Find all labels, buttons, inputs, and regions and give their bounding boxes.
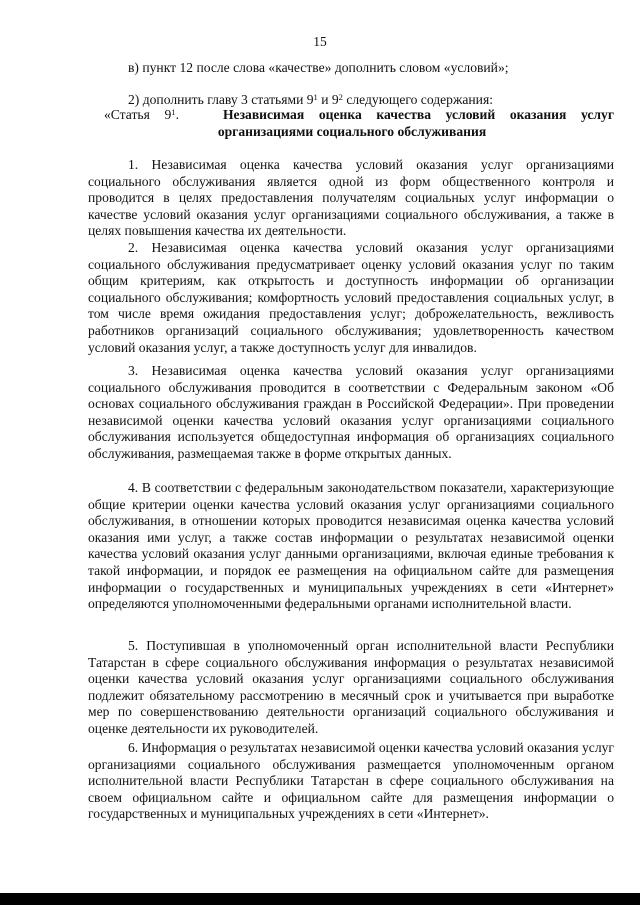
paragraph-2: 2. Независимая оценка качества условий оказания услуг организациями социального обслуживания предусматривает оценку условий оказания услуг по таким общим критериям, как открытость и доступность информации об организации социального обслуживания; комфортность условий предоставления социальных услуг, в том числе время ожидания предоставления услуг; доброжелательность, вежливость работников организаций социального обслуживания; удовлетворенность качеством условий оказания услуг, а также доступность услуг для инвалидов. <box>88 240 614 355</box>
article-open: «Статья 9 <box>104 107 172 122</box>
article-dot: . <box>175 107 179 122</box>
article-heading-line1 <box>104 107 614 124</box>
item-2-suffix: следующего содержания: <box>342 92 493 107</box>
article-title-line2: организациями социального обслуживания <box>217 123 487 139</box>
paragraph-3: 3. Независимая оценка качества условий оказания услуг организациями социального обслуживания проводится в соответствии с Федеральным законом «Об основах социального обслуживания граждан в Российской Федерации». При проведении независимой оценки качества условий оказания услуг организациями социального обслуживания используется общедоступная информация об организациях социального обслуживания, размещаемая также в форме открытых данных. <box>88 363 614 461</box>
paragraph-4: 4. В соответствии с федеральным законодательством показатели, характеризующие общие критерии оценки качества условий оказания услуг организациями социального обслуживания, в отношении которых проводится независимая оценка качества условий оказания ими услуг, а также состав информации о результатах независимой оценки качества условий оказания услуг данными организациями, включая единые требования к такой информации, и порядок ее размещения на официальном сайте для размещения информации о государственных и муниципальных учреждениях в сети «Интернет» определяются уполномоченными федеральными органами исполнительной власти. <box>88 480 614 612</box>
article-heading <box>104 107 614 140</box>
article-title-line1: Независимая оценка качества условий оказания услуг <box>222 107 615 122</box>
scan-border <box>0 893 640 905</box>
item-2-sup2: 2 <box>338 92 343 102</box>
item-2-mid: и 9 <box>317 92 339 107</box>
article-sup: 1 <box>171 107 176 117</box>
paragraph-5: 5. Поступившая в уполномоченный орган исполнительной власти Республики Татарстан в сфере социального обслуживания информация о результатах независимой оценки качества условий оказания услуг организациями социального обслуживания подлежит обязательному рассмотрению в месячный срок и учитывается при выработке мер по совершенствованию деятельности организаций социального обслуживания и оценке деятельности их руководителей. <box>88 638 614 736</box>
paragraph-1: 1. Независимая оценка качества условий оказания услуг организациями социального обслуживания является одной из форм общественного контроля и проводится в целях предоставления получателям социальных услуг информации о качестве условий оказания услуг организациями социального обслуживания, а также в целях повышения качества их деятельности. <box>88 157 614 239</box>
item-2-prefix: 2) дополнить главу 3 статьями 9 <box>128 92 314 107</box>
paragraph-6: 6. Информация о результатах независимой оценки качества условий оказания услуг организациями социального обслуживания размещается уполномоченным органом исполнительной власти Республики Татарстан в сфере социального обслуживания на своем официальном сайте и официальном сайте для размещения информации о государственных и муниципальных учреждениях в сети «Интернет». <box>88 740 614 822</box>
page-number: 15 <box>313 34 327 49</box>
item-v: в) пункт 12 после слова «качестве» дополнить словом «условий»; <box>128 60 509 75</box>
item-2-sup1: 1 <box>313 92 318 102</box>
